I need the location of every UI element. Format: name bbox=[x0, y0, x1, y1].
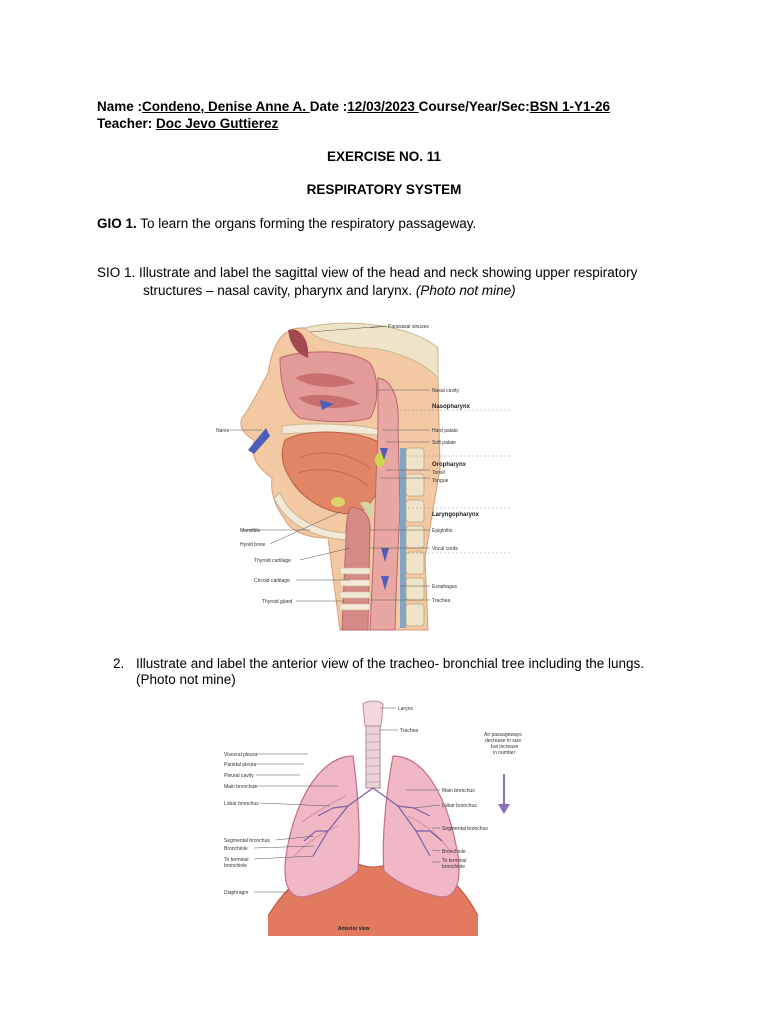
label-nasopharynx: Nasopharynx bbox=[432, 404, 471, 410]
label-segmental-bronchus-left: Segmental bronchus bbox=[224, 838, 270, 844]
course-value: BSN 1-Y1-26 bbox=[529, 99, 610, 114]
header-line-2 bbox=[97, 116, 278, 132]
label-main-bronchus-left: Main bronchus bbox=[224, 784, 257, 790]
label-bronchiole-left: Bronchiole bbox=[224, 846, 248, 852]
label-bronchiole-right: Bronchiole bbox=[442, 849, 466, 855]
label-hard-palate: Hard palate bbox=[432, 428, 458, 434]
label-thyroid-gland: Thyroid gland bbox=[262, 599, 293, 605]
item2-number: 2. bbox=[113, 656, 125, 671]
label-mandible: Mandible bbox=[240, 528, 261, 534]
label-pleural-cavity: Pleural cavity bbox=[224, 773, 254, 779]
date-label: Date : bbox=[309, 99, 348, 114]
label-terminal-right-2: bronchiole bbox=[442, 864, 466, 870]
label-larynx: Larynx bbox=[398, 706, 414, 712]
label-visceral-pleura: Visceral pleura bbox=[224, 752, 257, 758]
label-cricoid-cartilage: Cricoid cartilage bbox=[254, 578, 290, 584]
label-parietal-pleura: Parietal pleura bbox=[224, 762, 257, 768]
item2-line2: (Photo not mine) bbox=[136, 672, 236, 687]
sio1-line2 bbox=[143, 283, 516, 299]
tracheobronchial-tree-figure bbox=[218, 696, 538, 936]
label-anterior-view: Anterior view bbox=[338, 926, 370, 932]
air-note-line1: Air passageways bbox=[484, 732, 522, 738]
label-paranasal-sinuses: Paranasal sinuses bbox=[388, 324, 429, 330]
sio1-line1: SIO 1. Illustrate and label the sagittal view of the head and neck showing upper respiratory bbox=[97, 265, 638, 280]
label-tonsil: Tonsil bbox=[432, 470, 445, 476]
name-value: Condeno, Denise Anne A. bbox=[142, 99, 310, 114]
label-laryngopharynx: Laryngopharynx bbox=[432, 512, 480, 518]
label-vocal-cords: Vocal cords bbox=[432, 546, 458, 552]
name-label: Name : bbox=[97, 99, 143, 114]
course-label: Course/Year/Sec: bbox=[418, 99, 530, 114]
label-main-bronchus-right: Main bronchus bbox=[442, 788, 475, 794]
label-tongue: Tongue bbox=[432, 478, 449, 484]
label-nares: Nares bbox=[216, 428, 230, 434]
air-note-line2: decrease in size bbox=[485, 738, 522, 744]
sio1-text: structures – nasal cavity, pharynx and larynx. bbox=[143, 283, 416, 298]
teacher-label: Teacher: bbox=[97, 116, 157, 131]
label-nasal-cavity: Nasal cavity bbox=[432, 388, 459, 394]
gio-text: To learn the organs forming the respiratory passageway. bbox=[136, 216, 477, 231]
label-thyroid-cartilage: Thyroid cartilage bbox=[254, 558, 291, 564]
label-terminal-right-1: To terminal bbox=[442, 858, 467, 864]
air-note-line3: but increase bbox=[491, 744, 519, 750]
label-terminal-left-2: bronchiole bbox=[224, 863, 248, 869]
label-esophagus: Esophagus bbox=[432, 584, 458, 590]
gio-line bbox=[97, 216, 476, 232]
label-trachea: Trachea bbox=[432, 598, 451, 604]
label-trachea-2: Trachea bbox=[400, 728, 419, 734]
label-lobar-bronchus-left: Lobar bronchus bbox=[224, 801, 259, 807]
header-line-1 bbox=[97, 99, 610, 115]
label-diaphragm: Diaphragm bbox=[224, 890, 249, 896]
item2-line1: Illustrate and label the anterior view of the tracheo- bronchial tree including the lungs. bbox=[136, 656, 645, 671]
label-segmental-bronchus-right: Segmental bronchus bbox=[442, 826, 488, 832]
label-epiglottis: Epiglottis bbox=[432, 528, 453, 534]
system-title: RESPIRATORY SYSTEM bbox=[306, 182, 462, 197]
sagittal-head-neck-figure bbox=[210, 318, 510, 634]
exercise-title: EXERCISE NO. 11 bbox=[326, 149, 442, 164]
gio-label: GIO 1. bbox=[97, 216, 137, 231]
label-terminal-left-1: To terminal bbox=[224, 857, 249, 863]
sio1-note: (Photo not mine) bbox=[415, 283, 516, 298]
date-value: 12/03/2023 bbox=[347, 99, 419, 114]
label-hyoid-bone: Hyoid bone bbox=[240, 542, 266, 548]
label-soft-palate: Soft palate bbox=[432, 440, 456, 446]
teacher-value: Doc Jevo Guttierez bbox=[156, 116, 279, 131]
air-note-line4: in number bbox=[493, 750, 516, 756]
label-lobar-bronchus-right: Lobar bronchus bbox=[442, 803, 477, 809]
label-oropharynx: Oropharynx bbox=[432, 462, 467, 468]
